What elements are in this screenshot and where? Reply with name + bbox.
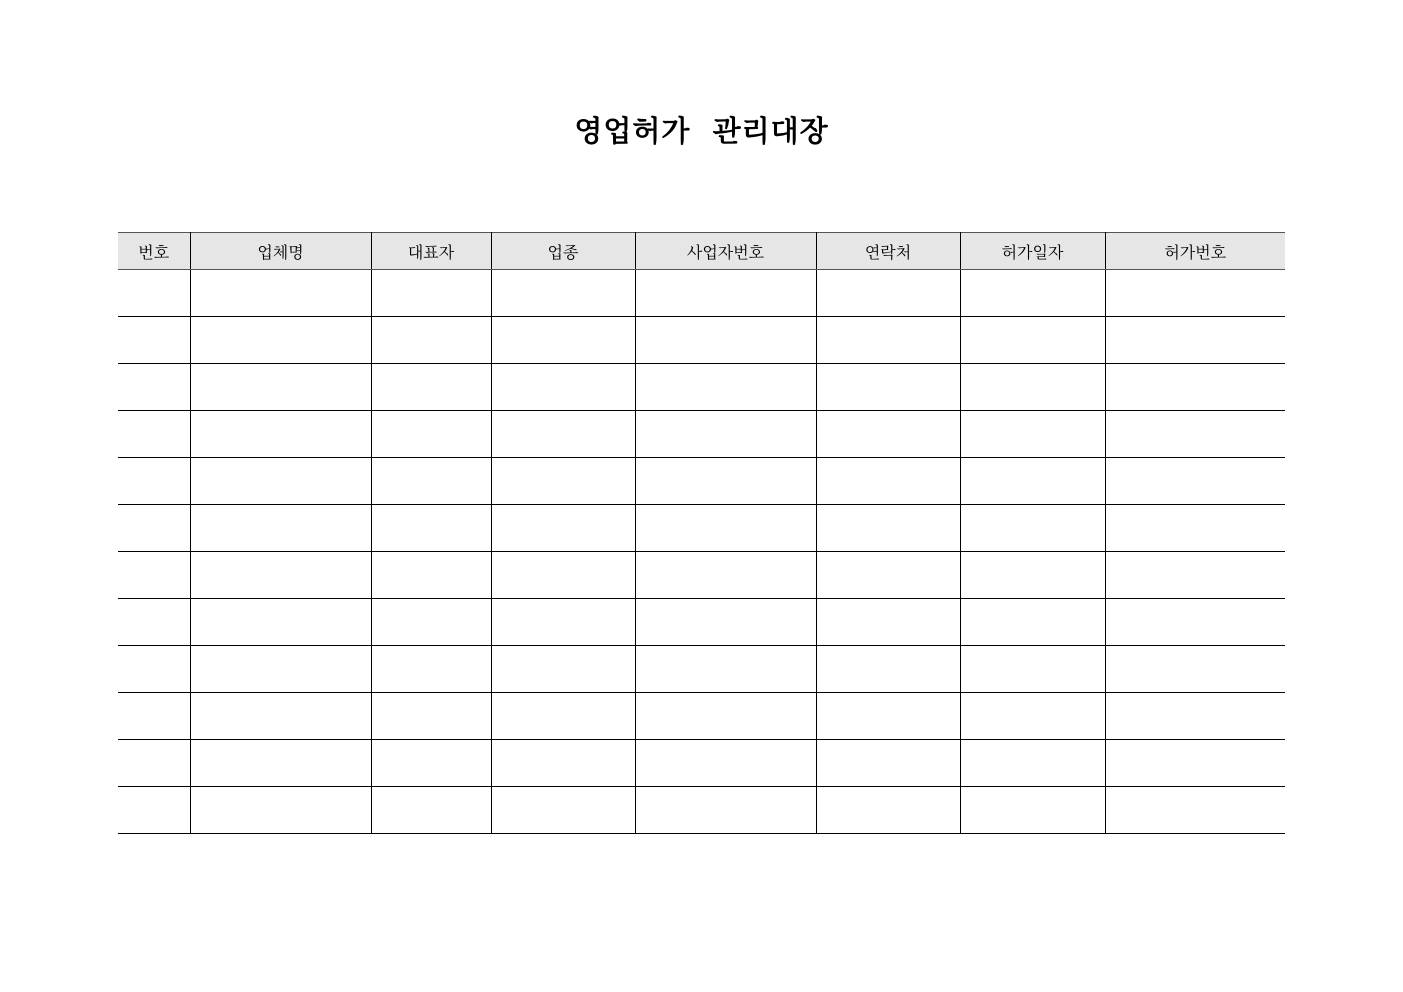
cell-number[interactable] (118, 552, 190, 599)
cell-permit-date[interactable] (960, 411, 1105, 458)
cell-business-type[interactable] (491, 505, 635, 552)
cell-business-type[interactable] (491, 787, 635, 834)
cell-number[interactable] (118, 364, 190, 411)
cell-representative[interactable] (371, 693, 491, 740)
cell-business-reg-number[interactable] (635, 552, 816, 599)
cell-business-type[interactable] (491, 364, 635, 411)
cell-permit-number[interactable] (1105, 693, 1285, 740)
cell-business-type[interactable] (491, 411, 635, 458)
cell-permit-number[interactable] (1105, 646, 1285, 693)
cell-business-type[interactable] (491, 458, 635, 505)
cell-permit-date[interactable] (960, 458, 1105, 505)
cell-contact[interactable] (816, 505, 960, 552)
cell-business-reg-number[interactable] (635, 317, 816, 364)
cell-permit-date[interactable] (960, 505, 1105, 552)
cell-number[interactable] (118, 270, 190, 317)
cell-permit-date[interactable] (960, 740, 1105, 787)
cell-business-reg-number[interactable] (635, 411, 816, 458)
cell-permit-date[interactable] (960, 317, 1105, 364)
cell-representative[interactable] (371, 505, 491, 552)
cell-contact[interactable] (816, 552, 960, 599)
table-row (118, 693, 1285, 740)
table-row (118, 552, 1285, 599)
table-row (118, 787, 1285, 834)
cell-number[interactable] (118, 458, 190, 505)
cell-business-type[interactable] (491, 693, 635, 740)
cell-representative[interactable] (371, 270, 491, 317)
cell-contact[interactable] (816, 693, 960, 740)
table-row (118, 599, 1285, 646)
cell-business-reg-number[interactable] (635, 458, 816, 505)
cell-permit-date[interactable] (960, 270, 1105, 317)
cell-contact[interactable] (816, 317, 960, 364)
column-header-business-reg-number: 사업자번호 (635, 233, 816, 270)
cell-contact[interactable] (816, 646, 960, 693)
cell-contact[interactable] (816, 364, 960, 411)
cell-business-reg-number[interactable] (635, 646, 816, 693)
cell-permit-number[interactable] (1105, 505, 1285, 552)
column-header-business-type: 업종 (491, 233, 635, 270)
cell-number[interactable] (118, 740, 190, 787)
cell-number[interactable] (118, 646, 190, 693)
cell-permit-date[interactable] (960, 787, 1105, 834)
cell-business-reg-number[interactable] (635, 270, 816, 317)
cell-company-name[interactable] (190, 458, 371, 505)
cell-permit-date[interactable] (960, 599, 1105, 646)
cell-contact[interactable] (816, 599, 960, 646)
cell-business-type[interactable] (491, 317, 635, 364)
cell-company-name[interactable] (190, 411, 371, 458)
cell-representative[interactable] (371, 740, 491, 787)
cell-company-name[interactable] (190, 270, 371, 317)
cell-company-name[interactable] (190, 787, 371, 834)
cell-number[interactable] (118, 411, 190, 458)
cell-business-type[interactable] (491, 599, 635, 646)
cell-permit-date[interactable] (960, 552, 1105, 599)
cell-representative[interactable] (371, 317, 491, 364)
cell-company-name[interactable] (190, 740, 371, 787)
cell-company-name[interactable] (190, 552, 371, 599)
cell-number[interactable] (118, 787, 190, 834)
column-header-permit-number: 허가번호 (1105, 233, 1285, 270)
cell-business-reg-number[interactable] (635, 505, 816, 552)
table-row (118, 505, 1285, 552)
column-header-representative: 대표자 (371, 233, 491, 270)
cell-representative[interactable] (371, 458, 491, 505)
cell-company-name[interactable] (190, 599, 371, 646)
cell-company-name[interactable] (190, 364, 371, 411)
cell-business-type[interactable] (491, 740, 635, 787)
table-row (118, 458, 1285, 505)
cell-permit-date[interactable] (960, 364, 1105, 411)
cell-permit-number[interactable] (1105, 599, 1285, 646)
cell-contact[interactable] (816, 458, 960, 505)
table-row (118, 740, 1285, 787)
cell-permit-number[interactable] (1105, 270, 1285, 317)
cell-contact[interactable] (816, 270, 960, 317)
table-row (118, 646, 1285, 693)
column-header-contact: 연락처 (816, 233, 960, 270)
cell-representative[interactable] (371, 599, 491, 646)
cell-business-reg-number[interactable] (635, 599, 816, 646)
cell-business-reg-number[interactable] (635, 364, 816, 411)
cell-permit-number[interactable] (1105, 787, 1285, 834)
cell-number[interactable] (118, 599, 190, 646)
permit-ledger-table (118, 232, 1285, 834)
column-header-number: 번호 (118, 233, 190, 270)
cell-representative[interactable] (371, 411, 491, 458)
column-header-permit-date: 허가일자 (960, 233, 1105, 270)
cell-number[interactable] (118, 505, 190, 552)
cell-permit-date[interactable] (960, 693, 1105, 740)
cell-permit-number[interactable] (1105, 317, 1285, 364)
table-row (118, 270, 1285, 317)
cell-contact[interactable] (816, 787, 960, 834)
cell-permit-number[interactable] (1105, 740, 1285, 787)
ledger-body (118, 270, 1285, 834)
cell-representative[interactable] (371, 364, 491, 411)
cell-permit-number[interactable] (1105, 552, 1285, 599)
cell-number[interactable] (118, 317, 190, 364)
document-title: 영업허가 관리대장 (574, 114, 829, 148)
cell-business-type[interactable] (491, 270, 635, 317)
cell-representative[interactable] (371, 646, 491, 693)
cell-permit-number[interactable] (1105, 411, 1285, 458)
cell-company-name[interactable] (190, 693, 371, 740)
cell-company-name[interactable] (190, 505, 371, 552)
cell-business-reg-number[interactable] (635, 693, 816, 740)
cell-business-type[interactable] (491, 552, 635, 599)
table-row (118, 411, 1285, 458)
cell-permit-number[interactable] (1105, 364, 1285, 411)
cell-contact[interactable] (816, 740, 960, 787)
column-header-company-name: 업체명 (190, 233, 371, 270)
cell-business-reg-number[interactable] (635, 740, 816, 787)
cell-number[interactable] (118, 693, 190, 740)
cell-business-reg-number[interactable] (635, 787, 816, 834)
cell-representative[interactable] (371, 787, 491, 834)
cell-company-name[interactable] (190, 317, 371, 364)
table-row (118, 364, 1285, 411)
cell-permit-date[interactable] (960, 646, 1105, 693)
cell-permit-number[interactable] (1105, 458, 1285, 505)
table-row (118, 317, 1285, 364)
cell-contact[interactable] (816, 411, 960, 458)
header-row (118, 233, 1285, 270)
cell-company-name[interactable] (190, 646, 371, 693)
cell-business-type[interactable] (491, 646, 635, 693)
cell-representative[interactable] (371, 552, 491, 599)
